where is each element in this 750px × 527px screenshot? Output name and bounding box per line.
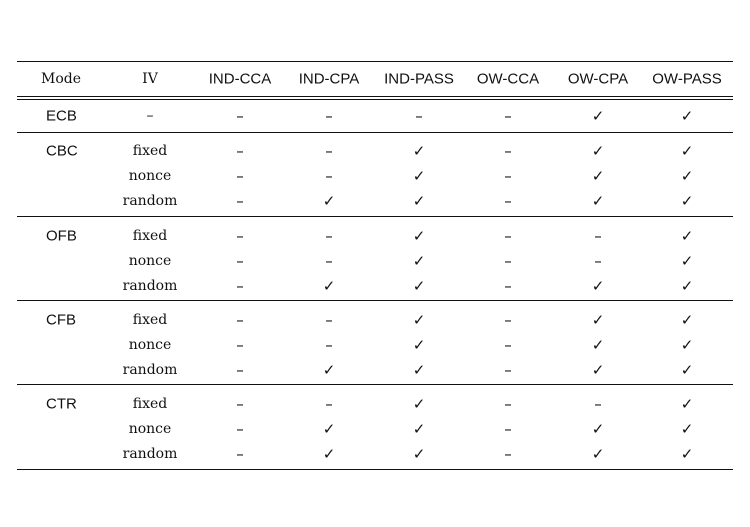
dash-cell: – xyxy=(504,420,512,438)
dash-cell: – xyxy=(504,167,512,185)
check-mark-icon: ✓ xyxy=(680,227,694,245)
check-mark-icon: ✓ xyxy=(591,361,605,379)
check-mark-icon: ✓ xyxy=(680,277,694,295)
dash-cell: – xyxy=(236,227,244,245)
dash-cell: – xyxy=(504,142,512,160)
check-mark-icon: ✓ xyxy=(680,107,694,125)
iv-cell: – xyxy=(146,108,154,124)
check-mark-icon: ✓ xyxy=(412,311,426,329)
check-mark-icon: ✓ xyxy=(591,311,605,329)
mode-label: CTR xyxy=(46,395,77,413)
check-mark-icon: ✓ xyxy=(412,167,426,185)
iv-cell: fixed xyxy=(132,228,168,244)
table-rule xyxy=(17,300,733,301)
dash-cell: – xyxy=(325,311,333,329)
table-rule xyxy=(17,99,733,100)
iv-cell: nonce xyxy=(128,337,172,353)
check-mark-icon: ✓ xyxy=(680,167,694,185)
column-header: IND-PASS xyxy=(384,70,454,88)
dash-cell: – xyxy=(325,107,333,125)
column-header: Mode xyxy=(40,71,82,87)
check-mark-icon: ✓ xyxy=(680,420,694,438)
check-mark-icon: ✓ xyxy=(680,361,694,379)
dash-cell: – xyxy=(325,336,333,354)
check-mark-icon: ✓ xyxy=(591,420,605,438)
column-header: OW-PASS xyxy=(652,70,722,88)
column-header: IND-CCA xyxy=(208,70,272,88)
check-mark-icon: ✓ xyxy=(591,336,605,354)
check-mark-icon: ✓ xyxy=(680,252,694,270)
dash-cell: – xyxy=(236,277,244,295)
iv-cell: nonce xyxy=(128,421,172,437)
iv-cell: random xyxy=(122,446,178,462)
dash-cell: – xyxy=(504,445,512,463)
dash-cell: – xyxy=(325,252,333,270)
check-mark-icon: ✓ xyxy=(412,252,426,270)
check-mark-icon: ✓ xyxy=(591,167,605,185)
dash-cell: – xyxy=(236,395,244,413)
dash-cell: – xyxy=(504,192,512,210)
dash-cell: – xyxy=(236,361,244,379)
iv-cell: nonce xyxy=(128,253,172,269)
mode-label: CFB xyxy=(46,311,76,329)
check-mark-icon: ✓ xyxy=(591,142,605,160)
iv-cell: fixed xyxy=(132,312,168,328)
check-mark-icon: ✓ xyxy=(412,361,426,379)
check-mark-icon: ✓ xyxy=(680,192,694,210)
iv-cell: random xyxy=(122,193,178,209)
mode-label: CBC xyxy=(46,142,78,160)
dash-cell: – xyxy=(236,107,244,125)
dash-cell: – xyxy=(504,336,512,354)
dash-cell: – xyxy=(236,192,244,210)
check-mark-icon: ✓ xyxy=(591,445,605,463)
column-header: IV xyxy=(142,71,158,87)
dash-cell: – xyxy=(236,167,244,185)
dash-cell: – xyxy=(325,227,333,245)
check-mark-icon: ✓ xyxy=(680,142,694,160)
table-rule xyxy=(17,384,733,385)
check-mark-icon: ✓ xyxy=(322,361,336,379)
top-rule xyxy=(17,61,733,62)
dash-cell: – xyxy=(594,252,602,270)
iv-cell: random xyxy=(122,278,178,294)
dash-cell: – xyxy=(236,142,244,160)
dash-cell: – xyxy=(594,227,602,245)
iv-cell: fixed xyxy=(132,143,168,159)
dash-cell: – xyxy=(236,420,244,438)
iv-cell: random xyxy=(122,362,178,378)
check-mark-icon: ✓ xyxy=(412,336,426,354)
table-rule xyxy=(17,96,733,97)
dash-cell: – xyxy=(504,252,512,270)
dash-cell: – xyxy=(236,336,244,354)
dash-cell: – xyxy=(415,107,423,125)
dash-cell: – xyxy=(504,277,512,295)
check-mark-icon: ✓ xyxy=(412,142,426,160)
check-mark-icon: ✓ xyxy=(591,277,605,295)
mode-label: ECB xyxy=(46,107,77,125)
check-mark-icon: ✓ xyxy=(591,192,605,210)
dash-cell: – xyxy=(504,395,512,413)
mode-label: OFB xyxy=(46,227,77,245)
dash-cell: – xyxy=(594,395,602,413)
dash-cell: – xyxy=(236,252,244,270)
check-mark-icon: ✓ xyxy=(412,277,426,295)
check-mark-icon: ✓ xyxy=(322,420,336,438)
check-mark-icon: ✓ xyxy=(322,445,336,463)
dash-cell: – xyxy=(236,445,244,463)
check-mark-icon: ✓ xyxy=(412,395,426,413)
check-mark-icon: ✓ xyxy=(591,107,605,125)
check-mark-icon: ✓ xyxy=(412,192,426,210)
column-header: OW-CPA xyxy=(567,70,629,88)
check-mark-icon: ✓ xyxy=(322,192,336,210)
dash-cell: – xyxy=(504,227,512,245)
check-mark-icon: ✓ xyxy=(412,445,426,463)
iv-cell: nonce xyxy=(128,168,172,184)
dash-cell: – xyxy=(504,107,512,125)
iv-cell: fixed xyxy=(132,396,168,412)
check-mark-icon: ✓ xyxy=(412,227,426,245)
table-rule xyxy=(17,132,733,133)
column-header: IND-CPA xyxy=(298,70,360,88)
dash-cell: – xyxy=(504,311,512,329)
dash-cell: – xyxy=(236,311,244,329)
dash-cell: – xyxy=(325,167,333,185)
check-mark-icon: ✓ xyxy=(680,311,694,329)
table-rule xyxy=(17,216,733,217)
bottom-rule xyxy=(17,469,733,470)
check-mark-icon: ✓ xyxy=(322,277,336,295)
check-mark-icon: ✓ xyxy=(680,445,694,463)
check-mark-icon: ✓ xyxy=(680,395,694,413)
dash-cell: – xyxy=(325,142,333,160)
check-mark-icon: ✓ xyxy=(680,336,694,354)
column-header: OW-CCA xyxy=(476,70,540,88)
check-mark-icon: ✓ xyxy=(412,420,426,438)
dash-cell: – xyxy=(325,395,333,413)
dash-cell: – xyxy=(504,361,512,379)
